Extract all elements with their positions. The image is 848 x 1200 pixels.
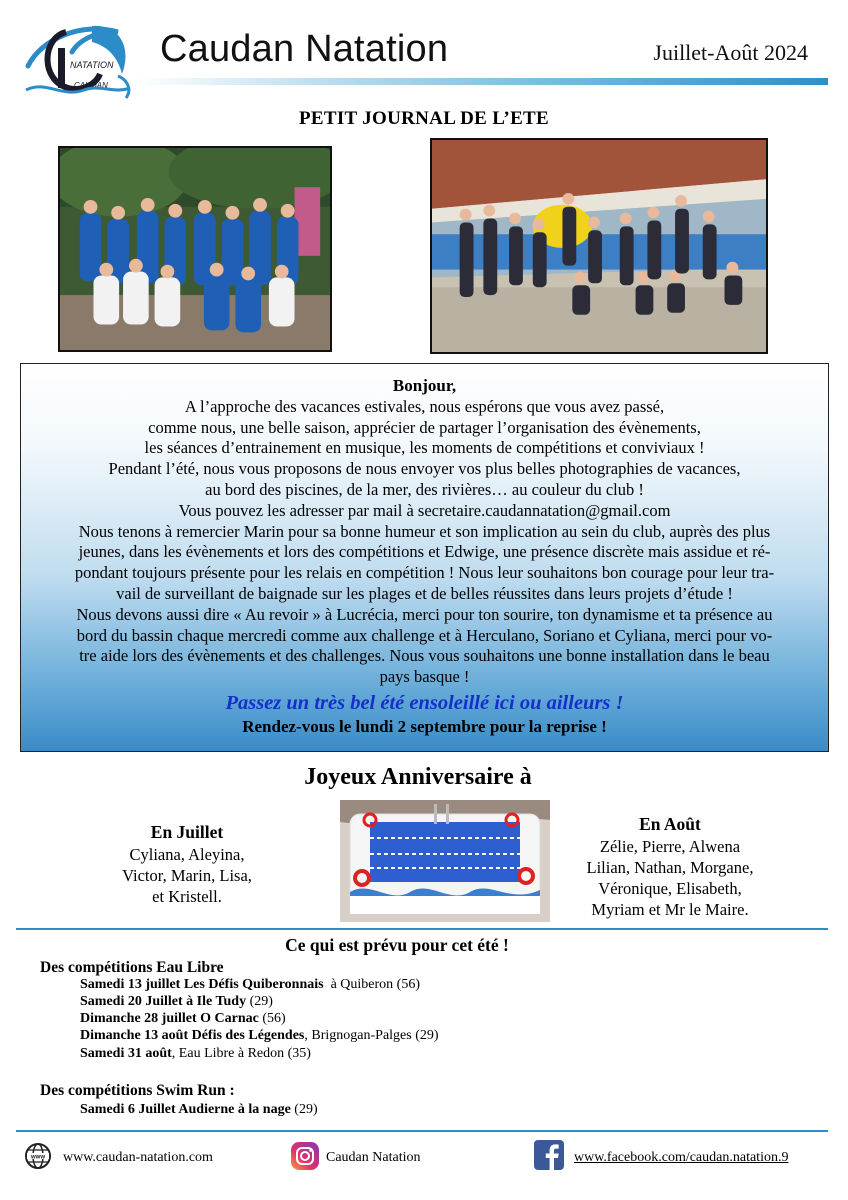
event-item: [80, 1011, 286, 1027]
message-line: pondant toujours présente pour les relais en compétition ! Nous leur souhaitons bon courage pour leur tra-: [74, 563, 775, 583]
event-item-detail: (29): [246, 994, 273, 1009]
birthday-names-line: Victor, Marin, Lisa,: [122, 866, 252, 885]
birthdays-july: [106, 822, 268, 907]
birthday-title: Joyeux Anniversaire à: [304, 764, 532, 790]
globe-icon: [24, 1142, 52, 1175]
logo-text-caudan: CAUDAN: [74, 81, 108, 90]
event-item: [80, 1102, 318, 1118]
journal-title: PETIT JOURNAL DE L’ETE: [299, 108, 549, 129]
message-line: Vous pouvez les adresser par mail à secretaire.caudannatation@gmail.com: [178, 500, 671, 520]
issue-date: Juillet-Août 2024: [653, 40, 808, 65]
event-item: [80, 994, 273, 1010]
message-line: tre aide lors des évènements et des challenges. Nous vous souhaitons une bonne installation dans le beau: [79, 646, 770, 666]
event-item-main: Dimanche 13 août Défis des Légendes: [80, 1028, 305, 1043]
event-item: [80, 1028, 439, 1044]
group-photo-outdoor: [58, 146, 332, 352]
event-item: [80, 1046, 311, 1062]
birthdays-july-heading: En Juillet: [150, 822, 224, 842]
instagram-icon: [290, 1141, 320, 1176]
message-line: au bord des piscines, de la mer, des rivières… au couleur du club !: [205, 479, 644, 499]
event-item-main: Samedi 6 Juillet Audierne à la nage: [80, 1102, 291, 1117]
event-item-detail: (29): [290, 1102, 318, 1117]
message-box: [20, 363, 829, 752]
events-divider: [16, 928, 828, 930]
club-logo: [22, 18, 134, 102]
reprise-notice: Rendez-vous le lundi 2 septembre pour la reprise !: [242, 716, 607, 736]
event-item-main: Dimanche 28 juillet O Carnac: [80, 1011, 259, 1026]
club-name: Caudan Natation: [160, 28, 449, 70]
event-item-detail: , Eau Libre à Redon (35): [171, 1046, 311, 1061]
birthday-names-line: Cyliana, Aleyina,: [129, 845, 245, 864]
message-line: pays basque !: [379, 667, 470, 687]
birthdays-august: [570, 814, 770, 920]
logo-text-natation: NATATION: [70, 60, 114, 70]
events-group-heading: Des compétitions Swim Run :: [40, 1082, 235, 1099]
footer-divider: [16, 1130, 828, 1132]
header-rule: [136, 78, 828, 85]
birthday-names-line: Myriam et Mr le Maire.: [591, 900, 749, 919]
website-link[interactable]: www.caudan-natation.com: [63, 1150, 213, 1165]
birthday-names-line: et Kristell.: [152, 887, 222, 906]
events-group-heading: Des compétitions Eau Libre: [40, 959, 224, 976]
message-line: vail de surveillant de baignade sur les plages et de belles réussites dans leurs projets d’étude !: [116, 583, 733, 603]
event-item-main: Samedi 20 Juillet à Ile Tudy: [80, 994, 247, 1009]
svg-text:www: www: [30, 1154, 46, 1161]
event-item-detail: à Quiberon (56): [323, 977, 421, 992]
event-item-detail: , Brignogan-Palges (29): [304, 1028, 439, 1043]
message-line: A l’approche des vacances estivales, nous espérons que vous avez passé,: [184, 396, 665, 416]
message-line: bord du bassin chaque mercredi comme aux challenge et à Herculano, Soriano et Cyliana, merci pour vo-: [76, 625, 773, 645]
events-title: Ce qui est prévu pour cet été !: [285, 935, 509, 955]
facebook-link[interactable]: www.facebook.com/caudan.natation.9: [574, 1150, 789, 1165]
message-line: jeunes, dans les évènements et lors des compétitions et Edwige, une présence discrète mais assidue et ré-: [78, 542, 771, 562]
event-item-main: Samedi 31 août: [80, 1046, 172, 1061]
message-line: Nous devons aussi dire « Au revoir » à Lucrécia, merci pour ton sourire, ton dynamisme et ta présence au: [76, 604, 773, 624]
event-item-main: Samedi 13 juillet Les Défis Quiberonnais: [80, 977, 324, 992]
event-item-detail: (56): [258, 1011, 286, 1026]
instagram-link[interactable]: Caudan Natation: [326, 1150, 421, 1165]
swimming-pool-cake-image: [340, 800, 550, 922]
message-line: Nous tenons à remercier Marin pour sa bonne humeur et son implication au sein du club, auprès des plus: [78, 521, 771, 541]
summer-wish: Passez un très bel été ensoleillé ici ou ailleurs !: [225, 691, 624, 714]
message-line: les séances d’entrainement en musique, les moments de compétitions et conviviaux !: [144, 438, 705, 458]
message-line: comme nous, une belle saison, apprécier de partager l’organisation des évènements,: [148, 417, 701, 437]
group-photo-indoor-pool: [430, 138, 768, 354]
event-item: [80, 977, 420, 993]
birthday-names-line: Véronique, Elisabeth,: [598, 879, 742, 898]
greeting: Bonjour,: [392, 376, 457, 395]
birthday-names-line: Zélie, Pierre, Alwena: [599, 837, 741, 856]
birthday-names-line: Lilian, Nathan, Morgane,: [586, 858, 754, 877]
facebook-icon: [534, 1140, 564, 1175]
message-line: Pendant l’été, nous vous proposons de nous envoyer vos plus belles photographies de vacances,: [108, 459, 741, 479]
birthdays-august-heading: En Août: [639, 814, 701, 834]
